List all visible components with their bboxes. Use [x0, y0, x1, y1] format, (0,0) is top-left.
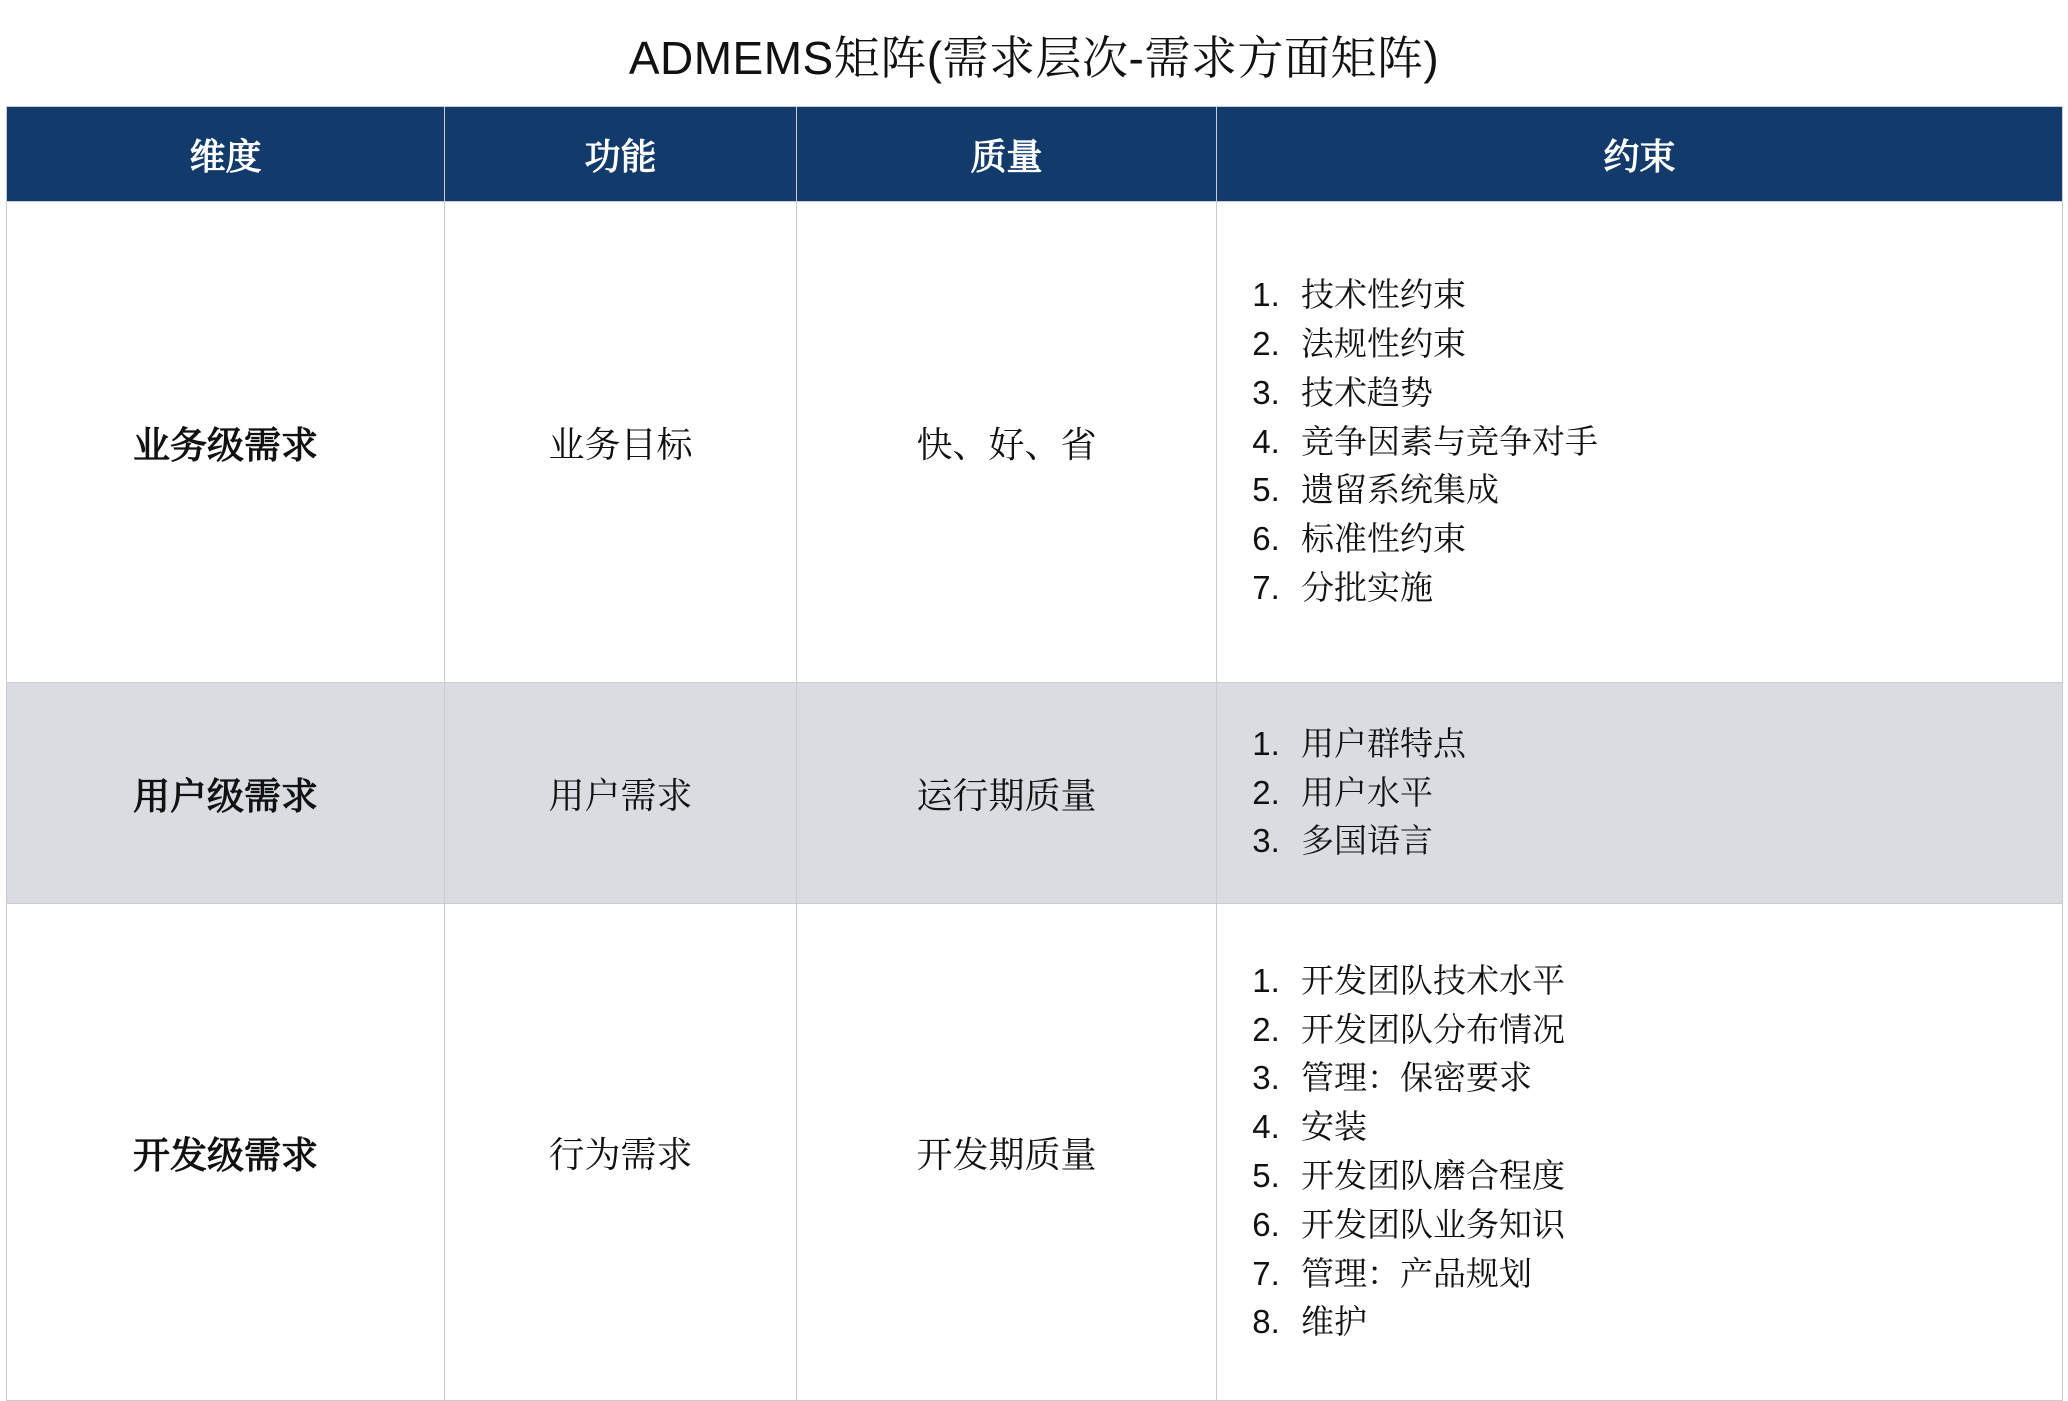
constraint-list [1217, 271, 2062, 613]
list-item: 3. 技术趋势 [1289, 369, 2062, 418]
header-row [7, 107, 2063, 202]
cell-function: 业务目标 [445, 202, 797, 683]
column-header-constraint: 约束 [1217, 107, 2063, 202]
list-item: 4. 安装 [1289, 1103, 2062, 1152]
cell-constraints [1217, 683, 2063, 904]
list-item: 5. 开发团队磨合程度 [1289, 1152, 2062, 1201]
table-row [7, 683, 2063, 904]
cell-quality: 运行期质量 [797, 683, 1217, 904]
column-header-function: 功能 [445, 107, 797, 202]
cell-constraints [1217, 202, 2063, 683]
list-item: 3. 多国语言 [1289, 817, 2062, 866]
list-item: 1. 开发团队技术水平 [1289, 957, 2062, 1006]
table-header [7, 107, 2063, 202]
list-item: 7. 管理：产品规划 [1289, 1250, 2062, 1299]
table-row [7, 904, 2063, 1401]
cell-constraints [1217, 904, 2063, 1401]
table-body [7, 202, 2063, 1401]
list-item: 4. 竞争因素与竞争对手 [1289, 418, 2062, 467]
list-item: 7. 分批实施 [1289, 564, 2062, 613]
constraint-list [1217, 957, 2062, 1348]
list-item: 2. 用户水平 [1289, 769, 2062, 818]
cell-dimension: 开发级需求 [7, 904, 445, 1401]
cell-function: 用户需求 [445, 683, 797, 904]
page-title: ADMEMS矩阵(需求层次-需求方面矩阵) [628, 32, 1440, 84]
column-header-dimension: 维度 [7, 107, 445, 202]
constraint-list [1217, 720, 2062, 866]
cell-quality: 快、好、省 [797, 202, 1217, 683]
admems-matrix-table [6, 106, 2063, 1401]
column-header-quality: 质量 [797, 107, 1217, 202]
cell-quality: 开发期质量 [797, 904, 1217, 1401]
list-item: 8. 维护 [1289, 1298, 2062, 1347]
list-item: 5. 遗留系统集成 [1289, 466, 2062, 515]
list-item: 2. 法规性约束 [1289, 320, 2062, 369]
list-item: 6. 标准性约束 [1289, 515, 2062, 564]
list-item: 2. 开发团队分布情况 [1289, 1006, 2062, 1055]
table-row [7, 202, 2063, 683]
list-item: 1. 技术性约束 [1289, 271, 2062, 320]
cell-function: 行为需求 [445, 904, 797, 1401]
list-item: 3. 管理：保密要求 [1289, 1054, 2062, 1103]
cell-dimension: 用户级需求 [7, 683, 445, 904]
cell-dimension: 业务级需求 [7, 202, 445, 683]
list-item: 6. 开发团队业务知识 [1289, 1201, 2062, 1250]
list-item: 1. 用户群特点 [1289, 720, 2062, 769]
